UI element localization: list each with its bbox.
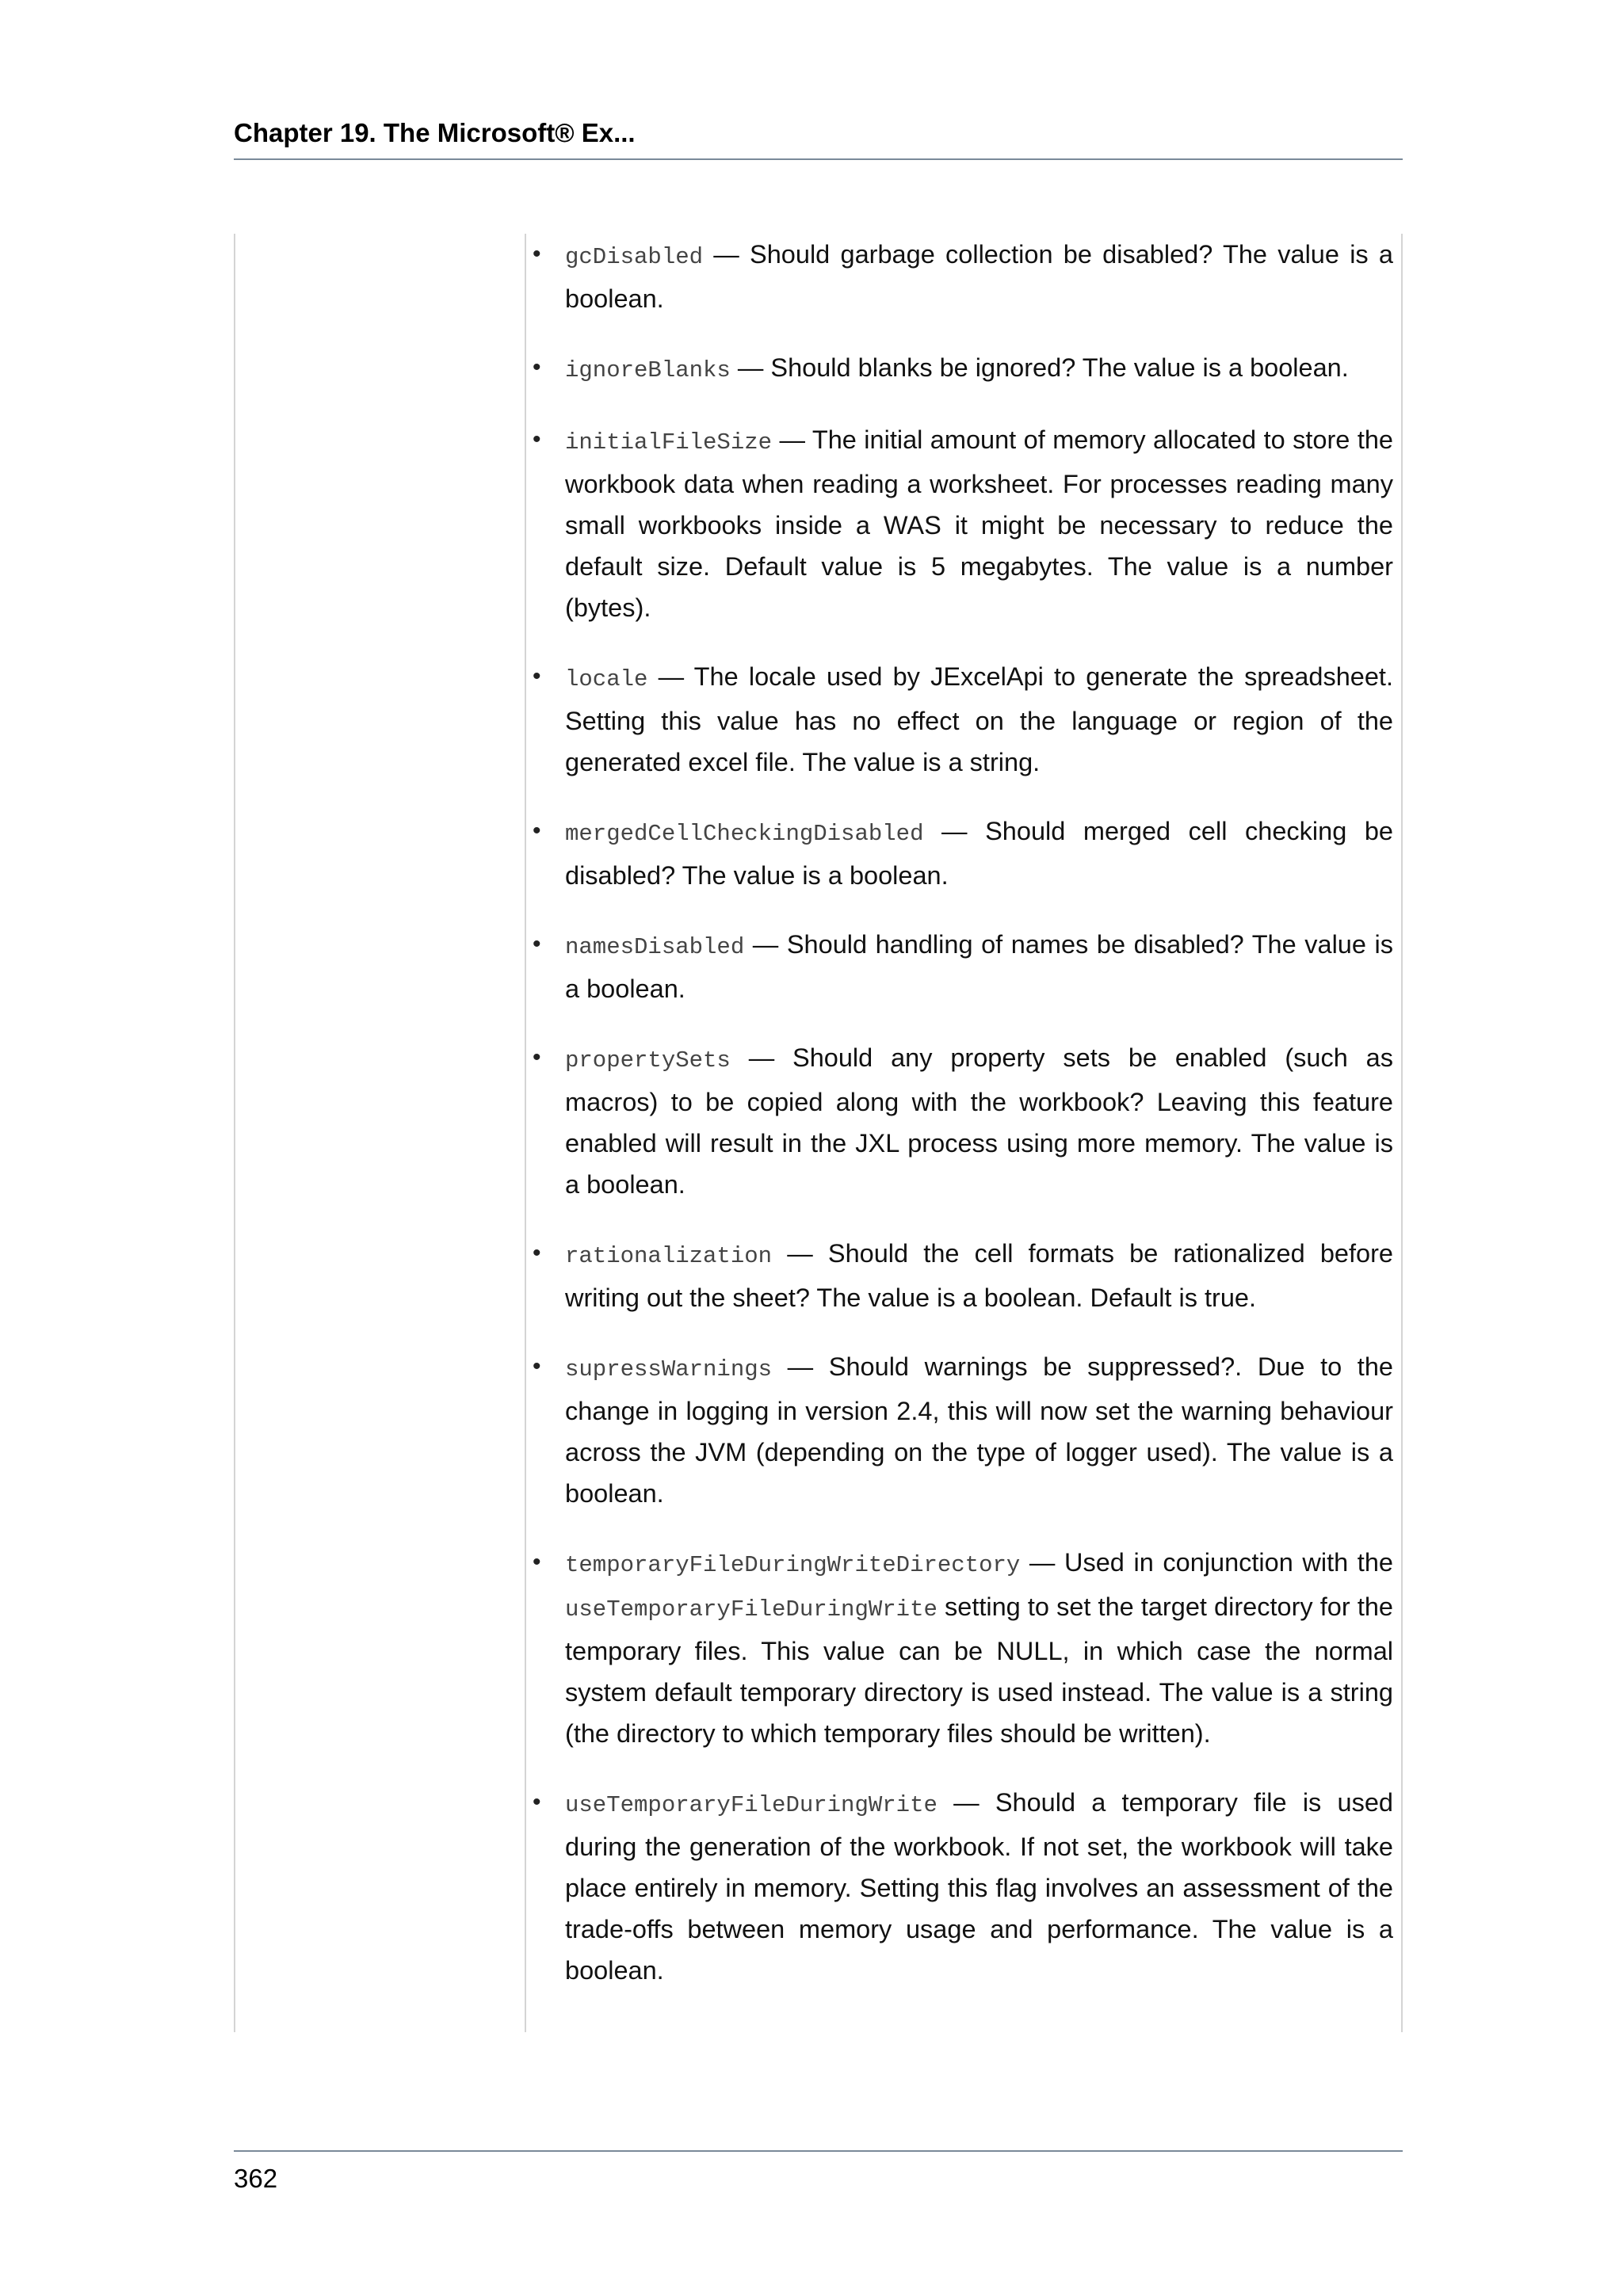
bullet-icon: • (533, 1353, 541, 1379)
option-name: supressWarnings (565, 1356, 773, 1383)
bullet-icon: • (533, 1549, 541, 1575)
option-name: useTemporaryFileDuringWrite (565, 1792, 938, 1818)
option-description-pre: — Used in conjunction with the (1020, 1548, 1393, 1577)
page-header (234, 117, 1403, 160)
bullet-icon: • (533, 354, 541, 380)
option-name: locale (565, 666, 648, 692)
option-name: rationalization (565, 1243, 773, 1269)
option-description: — The initial amount of memory allocated to store the workbook data when reading a worksheet. For processes reading many small workbooks inside a WAS it might be necessary to reduce the default size. Default value is 5 megabytes. The value is a number (bytes). (565, 425, 1393, 622)
option-description: — Should garbage collection be disabled? The value is a boolean. (565, 240, 1393, 313)
option-description: — Should any property sets be enabled (such as macros) to be copied along with the workbook? Leaving this feature enabled will result in the JXL process using more memory. The value is a boolean. (565, 1043, 1393, 1199)
option-description-post: setting to set the target directory for the temporary files. This value can be NULL, in which case the normal system default temporary directory is used instead. The value is a string (the directory to which temporary files should be written). (565, 1592, 1393, 1748)
option-name: namesDisabled (565, 934, 745, 960)
options-cell (525, 234, 1393, 2019)
bullet-icon: • (533, 1044, 541, 1070)
option-description: — Should a temporary file is used during the generation of the workbook. If not set, the workbook will take place entirely in memory. Setting this flag involves an assessment of the trade-offs between memory usage and performance. The value is a boolean. (565, 1788, 1393, 1985)
option-name: mergedCellCheckingDisabled (565, 821, 924, 847)
option-namesdisabled (525, 924, 1393, 1009)
bullet-icon: • (533, 1789, 541, 1815)
bullet-icon: • (533, 931, 541, 957)
page-number: 362 (234, 2164, 278, 2193)
table-border-right (1401, 234, 1403, 2032)
option-description: — Should blanks be ignored? The value is a boolean. (730, 353, 1349, 382)
option-description: — Should merged cell checking be disabled? The value is a boolean. (565, 817, 1393, 890)
bullet-icon: • (533, 663, 541, 689)
option-temporaryfileduringwritedirectory (525, 1542, 1393, 1754)
bullet-icon: • (533, 426, 541, 452)
option-supresswarnings (525, 1346, 1393, 1514)
bullet-icon: • (533, 1240, 541, 1266)
chapter-title: Chapter 19. The Microsoft® Ex... (234, 118, 636, 147)
bullet-icon: • (533, 818, 541, 844)
option-name: initialFileSize (565, 429, 773, 456)
option-name: ignoreBlanks (565, 357, 731, 383)
option-name: propertySets (565, 1047, 731, 1074)
option-description: — Should handling of names be disabled? The value is a boolean. (565, 930, 1393, 1003)
option-ignoreblanks (525, 347, 1393, 391)
option-usetemporaryfileduringwrite (525, 1782, 1393, 1991)
option-locale (525, 656, 1393, 783)
page-footer (234, 2150, 1403, 2193)
option-rationalization (525, 1233, 1393, 1318)
option-description: — Should the cell formats be rationalized before writing out the sheet? The value is a boolean. Default is true. (565, 1239, 1393, 1312)
option-initialfilesize (525, 419, 1393, 628)
option-mergedcellcheckingdisabled (525, 810, 1393, 896)
option-list (525, 234, 1393, 1991)
option-propertysets (525, 1037, 1393, 1205)
inline-code: useTemporaryFileDuringWrite (565, 1596, 938, 1623)
table-border-left (234, 234, 235, 2032)
option-name: gcDisabled (565, 244, 704, 270)
option-description: — The locale used by JExcelApi to generate the spreadsheet. Setting this value has no effect on the language or region of the generated excel file. The value is a string. (565, 662, 1393, 776)
bullet-icon: • (533, 241, 541, 267)
option-description: — Should warnings be suppressed?. Due to the change in logging in version 2.4, this will now set the warning behaviour across the JVM (depending on the type of logger used). The value is a boolean. (565, 1352, 1393, 1508)
option-gcdisabled (525, 234, 1393, 319)
option-name: temporaryFileDuringWriteDirectory (565, 1552, 1021, 1578)
